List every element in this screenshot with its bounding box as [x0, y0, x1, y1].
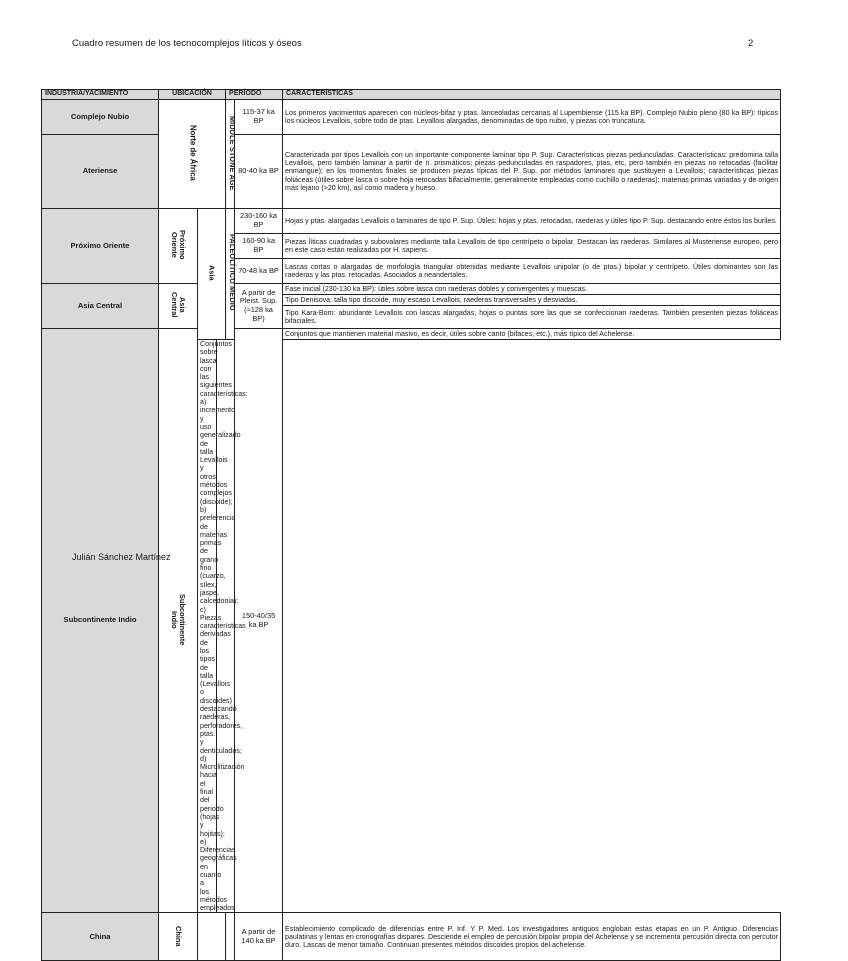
industria-cell: Asia Central [42, 284, 159, 329]
ubicacion-norte-africa [159, 100, 226, 209]
page-header-title: Cuadro resumen de los tecnocomplejos líticos y óseos [72, 38, 302, 49]
caracteristicas-cell: Lascas cortas o alargadas de morfología triangular obtenidas mediante Levallois unipolar (o de ptas.) bipolar y centrípeto. Útiles dominantes son las raederas y las ptas. retocadas. Asociados a neandertales. [283, 259, 781, 284]
page-number: 2 [748, 38, 754, 49]
ubicacion-china [159, 913, 198, 961]
industria-cell: Subcontinente Indio [42, 329, 159, 913]
header-ubicacion: UBICACIÓN [159, 90, 226, 100]
periodo-cell: A partir de 140 ka BP [235, 913, 283, 961]
periodo-cell: 150-40/35 ka BP [235, 329, 283, 913]
ubicacion-label: Norte de África [188, 124, 198, 181]
header-caracteristicas: CARACTERÍSTICAS [283, 90, 781, 100]
ubicacion-subcontinente-indio [159, 329, 198, 913]
ubicacion-label: China [174, 925, 184, 947]
ubicacion-label: Próximo Oriente [170, 230, 188, 260]
page-footer-author: Julián Sánchez Martínez [72, 552, 171, 562]
table-row [42, 100, 781, 135]
caracteristicas-cell: Hojas y ptas. alargadas Levallois o laminares de tipo P. Sup. Útiles: hojas y ptas. retocadas, raederas y útiles tipo P. Sup. destacando entre éstos los buriles. [283, 209, 781, 234]
periodo-cell: 80-40 ka BP [235, 135, 283, 209]
caracteristicas-cell: Tipo Denisova: talla tipo discoide, muy escaso Levallois, raederas transversales y desviadas. [283, 295, 781, 306]
summary-table [41, 89, 781, 961]
ubicacion-asia-continued [198, 913, 226, 961]
table-row [42, 913, 781, 961]
caracteristicas-cell: Conjuntos que mantienen material masivo, es decir, útiles sobre canto (bifaces, etc.), más típico del Achelense. [283, 329, 781, 340]
table-row [42, 135, 781, 209]
caracteristicas-cell: Piezas líticas cuadradas y subovalares mediante talla Levallois de tipo centrípeto o bipolar. Destacan las raederas. Similares al Musteriense europeo, pero en este caso están realizadas por H. sapiens. [283, 234, 781, 259]
ubicacion-asia [198, 209, 226, 340]
industria-cell: China [42, 913, 159, 961]
header-industria: INDUSTRIA/YACIMIENTO [42, 90, 159, 100]
caracteristicas-cell: Tipo Kara-Bom: abundante Levallois con lascas alargadas, hojas o puntas sore las que se confeccionan raederas. También presenten piezas foliáceas bifaciales. [283, 306, 781, 329]
table-row [42, 284, 781, 295]
header-periodo: PERÍODO [226, 90, 283, 100]
ubicacion-proximo-oriente [159, 209, 198, 284]
table-header-row [42, 90, 781, 100]
periodo-paleolitico-medio-continued [226, 913, 235, 961]
industria-cell: Ateriense [42, 135, 159, 209]
table-row [42, 209, 781, 234]
periodo-cell: 230-160 ka BP [235, 209, 283, 234]
caracteristicas-cell: Conjuntos sobre lasca con las siguientes características: a) incremento y uso generalizado de talla Levallois y otros métodos complejos (discoide); b) preferencia de materias primas de grano fino (cuarzo, sílex, jaspe, calcedonia); c) Piezas características derivadas de los tipos de talla (Levallois o discoides) destacando raederas, perforadores, ptas. y denticulados; d) Microlitización hacia el final del periodo (hojas y hojitas); e) Diferencias geográficas en cuanto a los métodos empleados [198, 340, 217, 913]
caracteristicas-cell: Establecimiento complicado de diferencias entre P. Inf. Y P. Med. Los investigadores antiguos engloban estas etapas en un P. Antiguo. Diferencias paulatinas y lentas en cronografías dispares. Desciende el empleo de percusión bipolar propia del Achelense y se incrementa percusión directa con percutor duro. Lascas de menor tamaño. Continuan presentes métodos discoides propios del achelense. [283, 913, 781, 961]
ubicacion-label: Asia [207, 265, 217, 281]
caracteristicas-cell: Los primeros yacimientos aparecen con núcleos-bifaz y ptas. lanceoladas cercanas al Lupembiense (115 ka BP). Complejo Nubio pleno (80 ka BP): típicos los núcleos Levallois, sobre todo de ptas. Levallois alargadas, denominadas de tipo nubio, y piezas con truncatura. [283, 100, 781, 135]
periodo-cell: 70-48 ka BP [235, 259, 283, 284]
periodo-cell: 160-90 ka BP [235, 234, 283, 259]
table-row [42, 329, 781, 340]
industria-cell: Complejo Nubio [42, 100, 159, 135]
caracteristicas-cell: Caracterizada por tipos Levallois con un importante componente laminar tipo P. Sup. Características piezas pedunculadas. Características: predomina talla Levallois, pero también laminar a partir de n. prismáticos; piezas pedunculadas en raspadores, ptas, etc, pero también en piezas no retocadas (facilitar enmangue); en los momentos finales se producen piezas típicas del P. Sup. por métodos laminares que sustituyen a Levallois; características piezas foliáceas (útiles sobre lasca o sobre hoja retocadas bifacialmente, generalmente empleadas como cuchillo o raederas); materias primas variadas y de origen más lejano (>20 km), así como madera y hueso. [283, 135, 781, 209]
industria-cell: Próximo Oriente [42, 209, 159, 284]
periodo-label: PALEOLÍTICO MEDIO [227, 234, 237, 312]
caracteristicas-cell: Fase inicial (230-130 ka BP): útiles sobre lasca con raederas dobles y convergentes y muescas. [283, 284, 781, 295]
ubicacion-label: Subcontinente Indio [170, 593, 188, 646]
periodo-label: MIDDLE STONE AGE [227, 115, 237, 191]
ubicacion-asia-central [159, 284, 198, 329]
ubicacion-label: Asia Central [170, 292, 188, 318]
periodo-cell: 115-37 ka BP [235, 100, 283, 135]
periodo-paleolitico-medio [226, 209, 235, 340]
periodo-cell: A partir de Pleist. Sup. (≈128 ka BP) [235, 284, 283, 329]
periodo-middle-stone-age [226, 100, 235, 209]
